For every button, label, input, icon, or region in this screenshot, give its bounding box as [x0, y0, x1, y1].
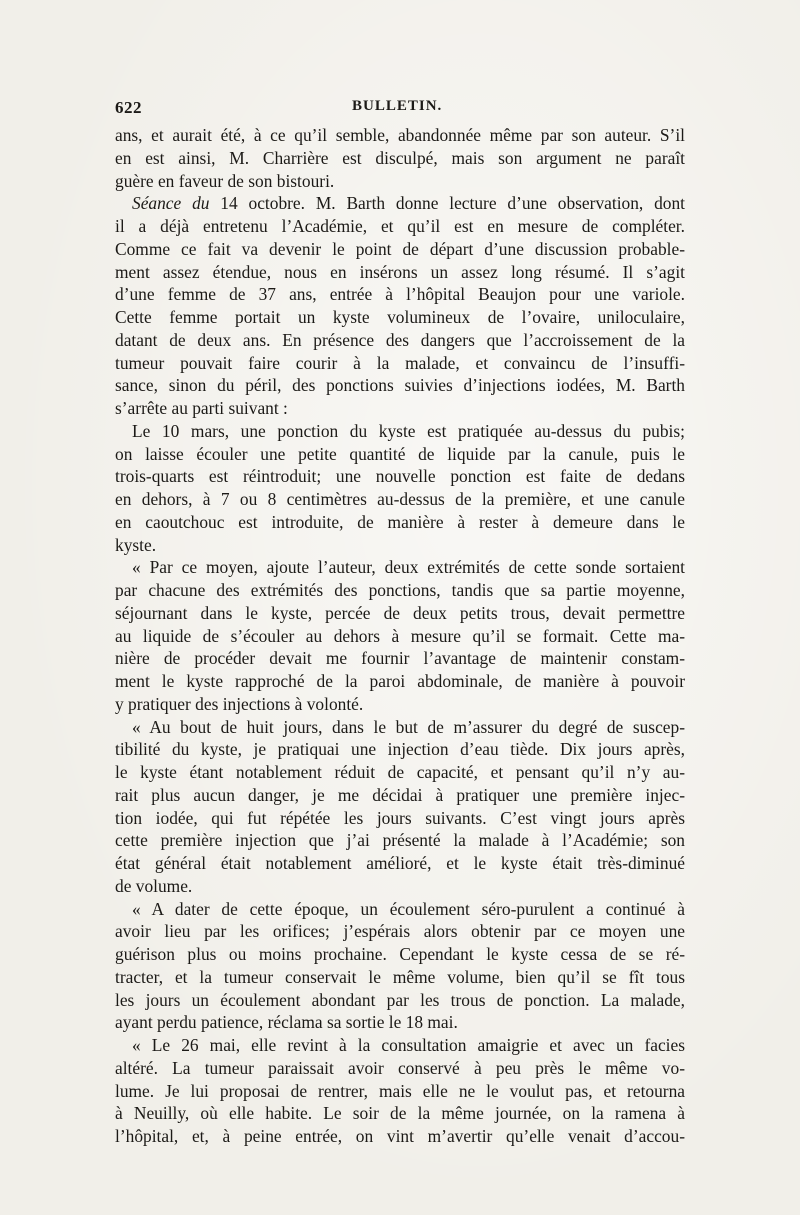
- line-text: au liquide de s’écouler au dehors à mesure qu’il se formait. Cette ma-: [115, 625, 685, 646]
- text-line: [115, 261, 685, 284]
- text-line: [115, 852, 685, 875]
- page-number: 622: [115, 98, 142, 117]
- line-text: en est ainsi, M. Charrière est disculpé, mais son argument ne paraît: [115, 147, 685, 168]
- line-text: il a déjà entretenu l’Académie, et qu’il est en mesure de compléter.: [115, 216, 685, 236]
- text-line: [115, 192, 685, 215]
- line-text: d’une femme de 37 ans, entrée à l’hôpital Beaujon pour une variole.: [115, 284, 685, 305]
- line-text: « Le 26 mai, elle revint à la consultation amaigrie et avec un facies: [132, 1035, 685, 1055]
- text-line: [115, 716, 685, 739]
- line-text: ment le kyste rapproché de la paroi abdominale, de manière à pouvoir: [115, 671, 685, 691]
- text-line: [115, 488, 685, 511]
- line-text: à Neuilly, où elle habite. Le soir de la même journée, on la ramena à: [115, 1103, 685, 1124]
- text-line: [115, 1125, 685, 1148]
- text-line: [115, 1057, 685, 1080]
- line-text: avoir lieu par les orifices; j’espérais alors obtenir par ce moyen une: [115, 921, 685, 942]
- line-text: kyste.: [115, 534, 157, 555]
- text-line: [115, 738, 685, 761]
- line-text: s’arrête au parti suivant :: [115, 398, 288, 418]
- text-line: [115, 943, 685, 966]
- text-line: [115, 602, 685, 625]
- line-text: l’hôpital, et, à peine entrée, on vint m’avertir qu’elle venait d’accou-: [115, 1126, 685, 1146]
- text-line: [115, 1034, 685, 1057]
- line-text: ans, et aurait été, à ce qu’il semble, abandonnée même par son auteur. S’il: [115, 125, 685, 145]
- line-text: tumeur pouvait faire courir à la malade, et convaincu de l’insuffi-: [115, 352, 685, 373]
- line-text: guère en faveur de son bistouri.: [115, 170, 335, 191]
- line-text: datant de deux ans. En présence des dangers que l’accroissement de la: [115, 329, 685, 350]
- text-line: [115, 625, 685, 648]
- text-line: [115, 693, 685, 716]
- text-line: [115, 511, 685, 534]
- body-text: [115, 124, 685, 1148]
- text-line: [115, 647, 685, 670]
- text-line: [115, 1102, 685, 1125]
- line-text: sance, sinon du péril, des ponctions suivies d’injections iodées, M. Barth: [115, 375, 685, 396]
- text-line: [115, 306, 685, 329]
- line-text: Cette femme portait un kyste volumineux de l’ovaire, uniloculaire,: [115, 307, 685, 327]
- text-line: [115, 807, 685, 830]
- text-line: [115, 283, 685, 306]
- line-text: de volume.: [115, 875, 193, 896]
- text-line: [115, 329, 685, 352]
- line-text: tibilité du kyste, je pratiquai une injection d’eau tiède. Dix jours après,: [115, 739, 685, 760]
- text-line: [115, 875, 685, 898]
- text-line: [115, 989, 685, 1012]
- line-text: on laisse écouler une petite quantité de liquide par la canule, puis le: [115, 443, 685, 464]
- text-line: [115, 829, 685, 852]
- text-line: [115, 147, 685, 170]
- line-text: ment assez étendue, nous en insérons un assez long résumé. Il s’agit: [115, 261, 685, 282]
- text-line: [115, 124, 685, 147]
- line-text: ayant perdu patience, réclama sa sortie le 18 mai.: [115, 1012, 458, 1033]
- line-text: état général était notablement amélioré, et le kyste était très-diminué: [115, 853, 685, 873]
- line-text: les jours un écoulement abondant par les trous de ponction. La malade,: [115, 989, 685, 1010]
- line-text: Comme ce fait va devenir le point de départ d’une discussion probable-: [115, 238, 685, 259]
- text-line: [115, 898, 685, 921]
- line-text: « Par ce moyen, ajoute l’auteur, deux extrémités de cette sonde sortaient: [132, 557, 685, 578]
- line-text: y pratiquer des injections à volonté.: [115, 693, 364, 714]
- text-line: [115, 761, 685, 784]
- text-line: [115, 170, 685, 193]
- line-text: trois-quarts est réintroduit; une nouvelle ponction est faite de dedans: [115, 466, 685, 487]
- text-line: [115, 534, 685, 557]
- text-line: [115, 784, 685, 807]
- line-text: rait plus aucun danger, je me décidai à pratiquer une première injec-: [115, 784, 685, 805]
- line-text: tion iodée, qui fut répétée les jours suivants. C’est vingt jours après: [115, 807, 685, 828]
- text-line: [115, 374, 685, 397]
- text-line: [115, 352, 685, 375]
- text-line: [115, 443, 685, 466]
- line-text: nière de procéder devait me fournir l’avantage de maintenir constam-: [115, 648, 685, 669]
- text-line: [115, 966, 685, 989]
- italic-lead: Séance du: [132, 193, 210, 214]
- text-line: [115, 920, 685, 943]
- text-line: [115, 670, 685, 693]
- line-text: « A dater de cette époque, un écoulement séro-purulent a continué à: [132, 898, 685, 919]
- line-text: par chacune des extrémités des ponctions, tandis que sa partie moyenne,: [115, 580, 685, 600]
- text-line: [115, 579, 685, 602]
- running-title: BULLETIN.: [352, 98, 443, 114]
- line-text: « Au bout de huit jours, dans le but de m’assurer du degré de suscep-: [132, 716, 685, 737]
- text-line: [115, 238, 685, 261]
- text-line: [115, 1011, 685, 1034]
- line-text: le kyste étant notablement réduit de capacité, et pensant qu’il n’y au-: [115, 762, 685, 782]
- line-text: séjournant dans le kyste, percée de deux petits trous, devait permettre: [115, 602, 685, 623]
- line-text: tracter, et la tumeur conservait le même volume, bien qu’il se fît tous: [115, 966, 685, 987]
- text-line: [115, 465, 685, 488]
- line-text: Le 10 mars, une ponction du kyste est pratiquée au-dessus du pubis;: [132, 420, 685, 441]
- text-line: [115, 420, 685, 443]
- text-line: [115, 1080, 685, 1103]
- text-line: [115, 556, 685, 579]
- line-text: 14 octobre. M. Barth donne lecture d’une observation, dont: [220, 193, 685, 214]
- line-text: lume. Je lui proposai de rentrer, mais elle ne le voulut pas, et retourna: [115, 1080, 685, 1101]
- text-line: [115, 397, 685, 420]
- line-text: guérison plus ou moins prochaine. Cependant le kyste cessa de se ré-: [115, 944, 685, 964]
- line-text: en caoutchouc est introduite, de manière à rester à demeure dans le: [115, 511, 685, 532]
- line-text: en dehors, à 7 ou 8 centimètres au-dessus de la première, et une canule: [115, 489, 685, 509]
- running-head: [115, 98, 685, 124]
- line-text: cette première injection que j’ai présenté la malade à l’Académie; son: [115, 830, 685, 851]
- text-line: [115, 215, 685, 238]
- line-text: altéré. La tumeur paraissait avoir conservé à peu près le même vo-: [115, 1057, 685, 1078]
